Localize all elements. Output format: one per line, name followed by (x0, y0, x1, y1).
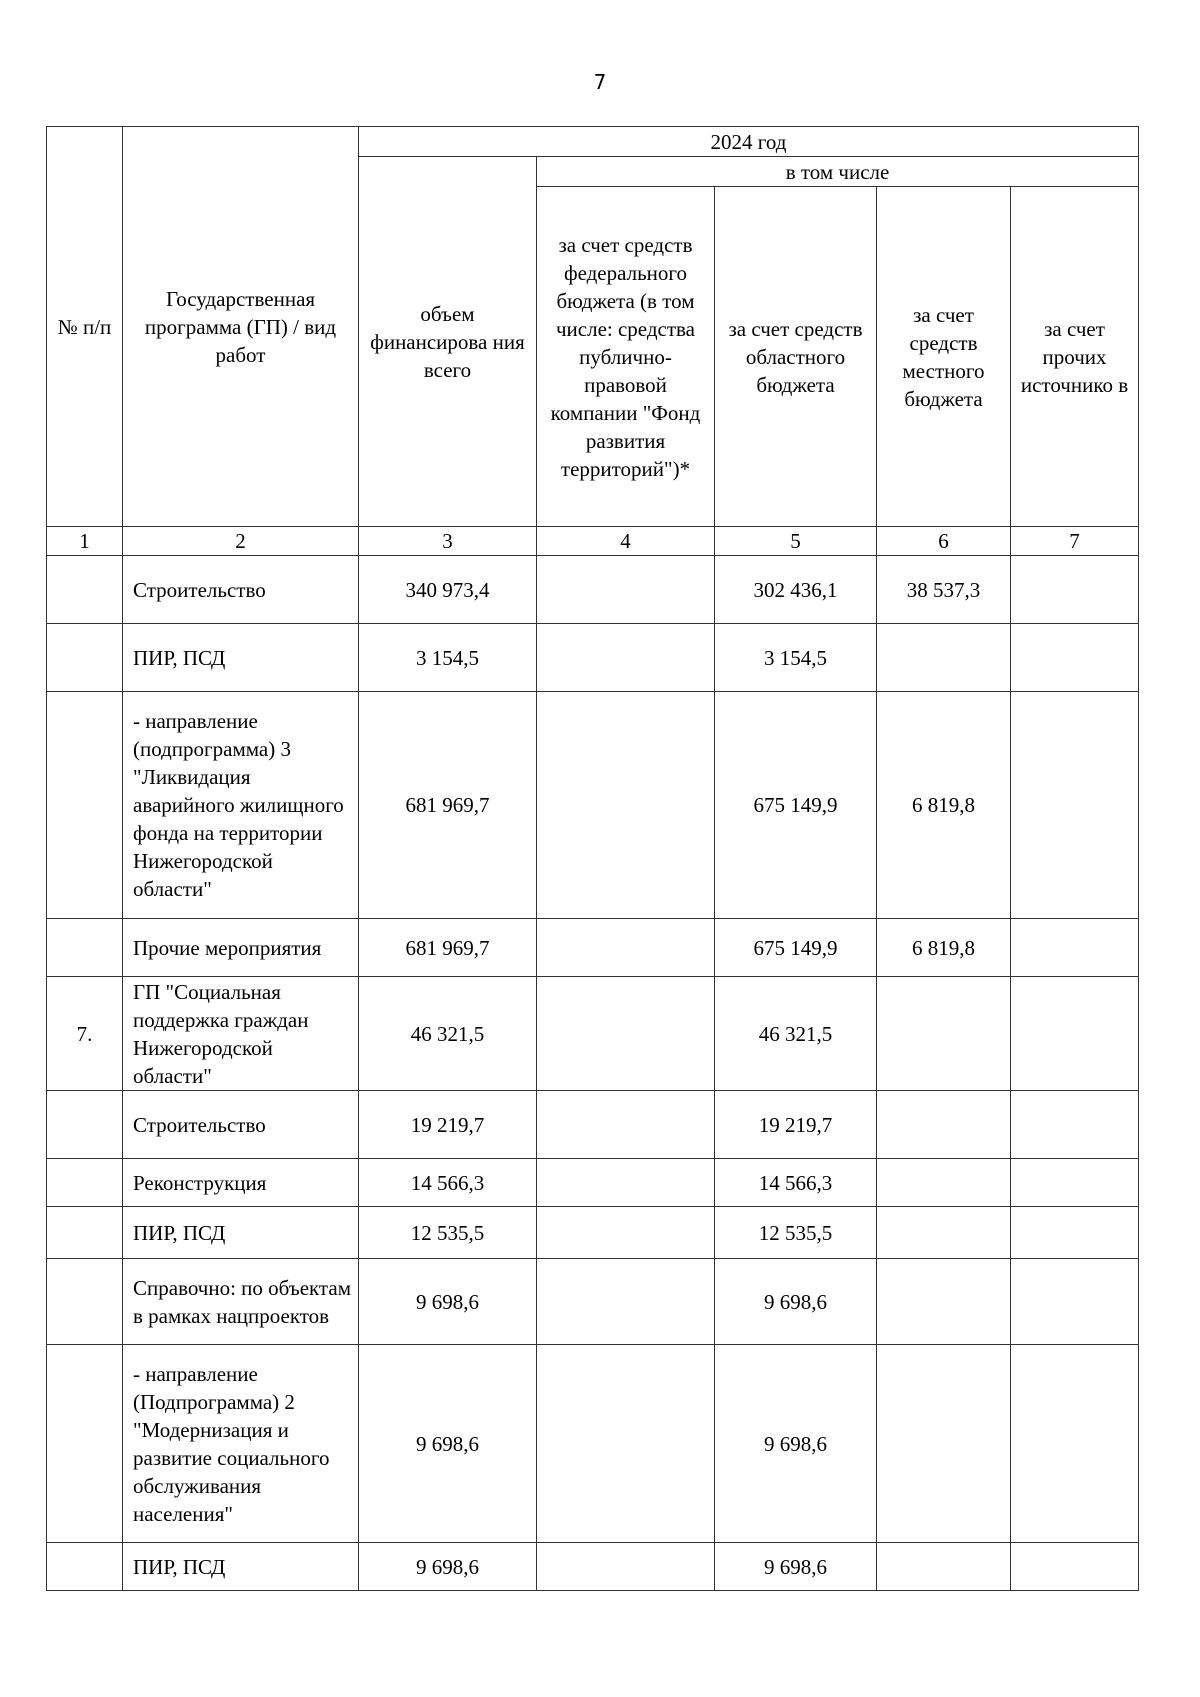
row-name: ПИР, ПСД (123, 1543, 359, 1591)
table-row (47, 556, 1139, 624)
row-regional: 9 698,6 (715, 1543, 877, 1591)
header-federal: за счет средств федерального бюджета (в том числе: средства публично-правовой компании "Фонд развития территорий")* (537, 187, 715, 527)
row-num (47, 1259, 123, 1345)
row-local: 6 819,8 (877, 919, 1011, 977)
row-local (877, 1259, 1011, 1345)
row-num (47, 1159, 123, 1207)
row-local (877, 1543, 1011, 1591)
table-row (47, 977, 1139, 1091)
row-regional: 12 535,5 (715, 1207, 877, 1259)
row-other (1011, 1259, 1139, 1345)
row-num: 7. (47, 977, 123, 1091)
row-num (47, 556, 123, 624)
row-num (47, 1345, 123, 1543)
row-total: 12 535,5 (359, 1207, 537, 1259)
table-row (47, 1345, 1139, 1543)
column-number: 3 (359, 527, 537, 556)
row-regional: 46 321,5 (715, 977, 877, 1091)
header-num: № п/п (47, 127, 123, 527)
table-row (47, 624, 1139, 692)
row-name: ГП "Социальная поддержка граждан Нижегородской области" (123, 977, 359, 1091)
column-number: 2 (123, 527, 359, 556)
row-federal (537, 692, 715, 919)
row-total: 9 698,6 (359, 1543, 537, 1591)
header-year: 2024 год (359, 127, 1139, 157)
row-other (1011, 977, 1139, 1091)
table-row (47, 1543, 1139, 1591)
header-total: объем финансирова ния всего (359, 157, 537, 527)
row-regional: 19 219,7 (715, 1091, 877, 1159)
row-other (1011, 624, 1139, 692)
row-local (877, 977, 1011, 1091)
column-numbers-row (47, 527, 1139, 556)
header-local: за счет средств местного бюджета (877, 187, 1011, 527)
row-local: 6 819,8 (877, 692, 1011, 919)
row-federal (537, 1259, 715, 1345)
row-name: ПИР, ПСД (123, 1207, 359, 1259)
row-regional: 675 149,9 (715, 692, 877, 919)
column-number: 6 (877, 527, 1011, 556)
column-number: 1 (47, 527, 123, 556)
row-num (47, 1207, 123, 1259)
row-local (877, 1159, 1011, 1207)
row-name: ПИР, ПСД (123, 624, 359, 692)
header-including: в том числе (537, 157, 1139, 187)
row-federal (537, 1543, 715, 1591)
header-other: за счет прочих источнико в (1011, 187, 1139, 527)
row-federal (537, 1345, 715, 1543)
table-row (47, 1259, 1139, 1345)
row-total: 3 154,5 (359, 624, 537, 692)
row-num (47, 692, 123, 919)
row-local (877, 1345, 1011, 1543)
row-other (1011, 1207, 1139, 1259)
row-regional: 14 566,3 (715, 1159, 877, 1207)
row-federal (537, 919, 715, 977)
row-federal (537, 1159, 715, 1207)
budget-table (46, 126, 1139, 1591)
row-total: 340 973,4 (359, 556, 537, 624)
row-regional: 9 698,6 (715, 1259, 877, 1345)
row-total: 14 566,3 (359, 1159, 537, 1207)
row-num (47, 1091, 123, 1159)
table-row (47, 1207, 1139, 1259)
column-number: 7 (1011, 527, 1139, 556)
row-name: Прочие мероприятия (123, 919, 359, 977)
row-name: - направление (Подпрограмма) 2 "Модернизация и развитие социального обслуживания населения" (123, 1345, 359, 1543)
table-row (47, 692, 1139, 919)
page-number: 7 (593, 70, 607, 94)
row-other (1011, 919, 1139, 977)
row-regional: 3 154,5 (715, 624, 877, 692)
row-other (1011, 1345, 1139, 1543)
row-regional: 302 436,1 (715, 556, 877, 624)
row-federal (537, 1091, 715, 1159)
row-regional: 9 698,6 (715, 1345, 877, 1543)
row-total: 681 969,7 (359, 692, 537, 919)
row-name: Справочно: по объектам в рамках нацпроектов (123, 1259, 359, 1345)
row-total: 9 698,6 (359, 1259, 537, 1345)
row-other (1011, 692, 1139, 919)
column-number: 5 (715, 527, 877, 556)
row-num (47, 624, 123, 692)
table-row (47, 919, 1139, 977)
row-local (877, 1091, 1011, 1159)
row-name: Реконструкция (123, 1159, 359, 1207)
row-other (1011, 1543, 1139, 1591)
header-program: Государственная программа (ГП) / вид работ (123, 127, 359, 527)
row-federal (537, 1207, 715, 1259)
row-name: Строительство (123, 1091, 359, 1159)
row-regional: 675 149,9 (715, 919, 877, 977)
row-federal (537, 977, 715, 1091)
row-local (877, 1207, 1011, 1259)
row-total: 681 969,7 (359, 919, 537, 977)
header-regional: за счет средств областного бюджета (715, 187, 877, 527)
row-other (1011, 1091, 1139, 1159)
row-name: Строительство (123, 556, 359, 624)
row-local: 38 537,3 (877, 556, 1011, 624)
row-num (47, 1543, 123, 1591)
row-name: - направление (подпрограмма) 3 "Ликвидация аварийного жилищного фонда на территории Нижегородской области" (123, 692, 359, 919)
row-federal (537, 556, 715, 624)
row-total: 19 219,7 (359, 1091, 537, 1159)
row-other (1011, 556, 1139, 624)
row-num (47, 919, 123, 977)
column-number: 4 (537, 527, 715, 556)
table-row (47, 1091, 1139, 1159)
row-federal (537, 624, 715, 692)
row-other (1011, 1159, 1139, 1207)
table-row (47, 1159, 1139, 1207)
row-total: 9 698,6 (359, 1345, 537, 1543)
row-local (877, 624, 1011, 692)
row-total: 46 321,5 (359, 977, 537, 1091)
